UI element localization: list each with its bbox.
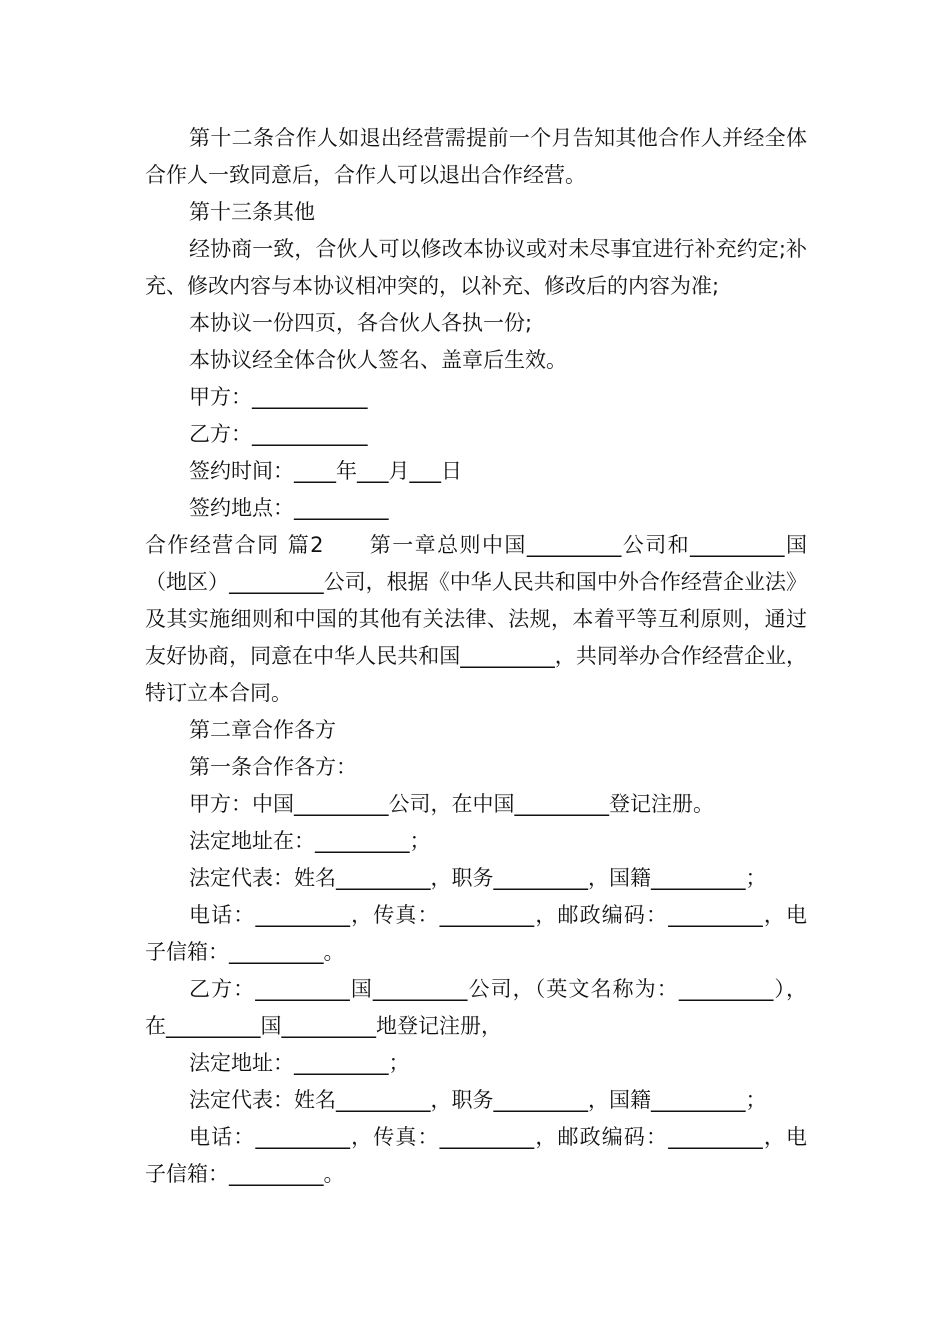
party-b-registration: 乙方：_________国_________公司，（英文名称为：_________），在_________国_________地登记注册， <box>145 977 807 1038</box>
party-a-legal-address: 法定地址在：_________； <box>189 829 431 853</box>
party-b-legal-address: 法定地址：_________； <box>189 1051 410 1075</box>
clause-12-paragraph: 第十二条合作人如退出经营需提前一个月告知其他合作人并经全体合作人一致同意后，合作人可以退出合作经营。 <box>145 126 807 187</box>
party-a-registration: 甲方：中国_________公司，在中国_________登记注册。 <box>189 792 714 816</box>
copies-paragraph: 本协议一份四页，各合伙人各执一份; <box>189 311 533 335</box>
party-a-legal-representative: 法定代表：姓名_________，职务_________，国籍_________； <box>189 866 767 890</box>
party-a-signature-line: 甲方：___________ <box>189 385 368 409</box>
article-1-heading: 第一条合作各方： <box>189 755 357 779</box>
signing-place-line: 签约地点：_________ <box>189 496 389 520</box>
contract-2-general-provisions: 合作经营合同 篇2 第一章总则中国_________公司和_________国（地区）_________公司，根据《中华人民共和国中外合作经营企业法》及其实施细则和中国的其他有关法律、法规，本着平等互利原则，通过友好协商，同意在中华人民共和国_________，共同举办合作经营企业，特订立本合同。 <box>145 533 807 705</box>
party-b-contact: 电话：_________，传真：_________，邮政编码：_________，电子信箱：_________。 <box>145 1125 807 1186</box>
party-a-contact: 电话：_________，传真：_________，邮政编码：_________，电子信箱：_________。 <box>145 903 807 964</box>
party-b-signature-line: 乙方：___________ <box>189 422 368 446</box>
chapter-2-heading: 第二章合作各方 <box>189 718 336 742</box>
effectiveness-paragraph: 本协议经全体合伙人签名、盖章后生效。 <box>189 348 567 372</box>
party-b-legal-representative: 法定代表：姓名_________，职务_________，国籍_________； <box>189 1088 767 1112</box>
document-page <box>145 120 807 1193</box>
signing-date-line: 签约时间：____年___月___日 <box>189 459 462 483</box>
clause-13-heading: 第十三条其他 <box>189 200 315 224</box>
amendment-paragraph: 经协商一致，合伙人可以修改本协议或对未尽事宜进行补充约定;补充、修改内容与本协议相冲突的，以补充、修改后的内容为准; <box>145 237 807 298</box>
